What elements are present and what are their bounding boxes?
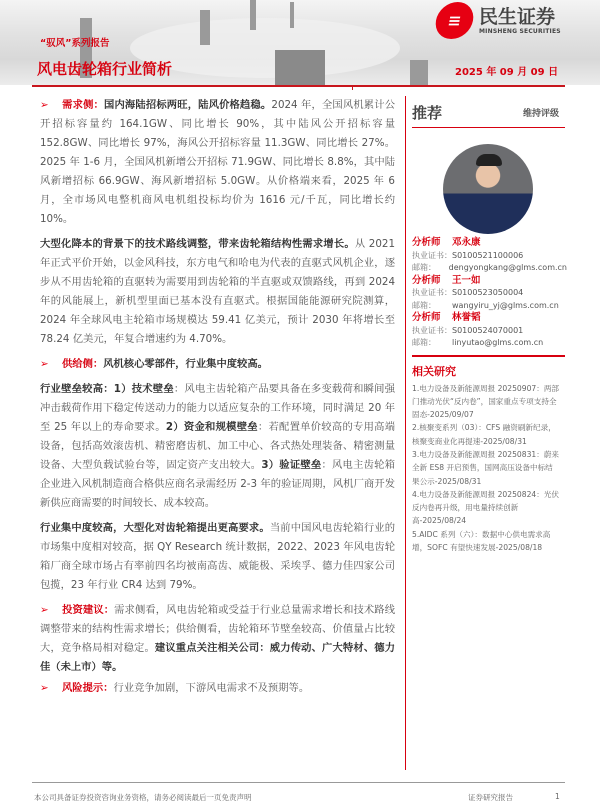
analyst-list	[412, 237, 567, 350]
email[interactable]: dengyongkang@glms.com.cn	[448, 263, 567, 272]
text: ：风电主齿轮箱企业进入风机制造商合格供应商名录需经历 2-3 年的验证周期，风机厂商开发新供应商需要的时间较长、成本较高。	[40, 459, 396, 509]
cert-label: 执业证书：	[412, 325, 452, 335]
email-label: 邮箱：	[412, 263, 436, 272]
bold-text: 2）资金和规模壁垒	[165, 421, 258, 433]
text: 需求侧看，风电齿轮箱或受益于行业总量需求增长和技术路线调整带来的结构性需求增长；供给侧看，齿轮箱环节壁垒较高、价值量占比较大，竞争格局相对稳定。	[40, 604, 395, 654]
arrow-icon: ➢	[40, 682, 49, 694]
bold-text: 国内海陆招标两旺，陆风价格趋稳。	[104, 99, 272, 111]
footer	[32, 782, 565, 802]
main-content	[40, 96, 395, 704]
analyst-name: 邓永康	[452, 237, 481, 248]
text: 2024 年，全国风机累计公开招标容量约 164.1GW、同比增长 90%，其中陆风公开招标容量 152.8GW、同比增长 97%，海风公开招标容量 11.3GW、同比增长 27%。2025 年 1-6 月，全国风机新增公开招标 71.9GW、同比增长 8.8%，其中陆风新增招标 66.9GW、海风新增招标 5.0GW。从价格端来看，2025 年 6 月，全市场风电整机商风电机组投标均价为 1616 元/千瓦，同比增长约 10%。	[40, 99, 396, 225]
related-item[interactable]: 5.AIDC 系列（六）：数据中心供电需求高增，SOFC 有望快速发展-2025/08/18	[412, 529, 551, 553]
sidebar	[412, 98, 567, 554]
email-label: 邮箱：	[412, 300, 436, 310]
bold-text: 建议重点关注相关公司：威力传动、广大特材、德力佳（未上市）等。	[40, 642, 396, 673]
email[interactable]: linyutao@glms.com.cn	[452, 338, 544, 347]
bold-text: 3）验证壁垒	[261, 459, 322, 471]
related-item[interactable]: 4.电力设备及新能源周报 20250824：光伏反内卷再升级，用电量持续创新高-2025/08/24	[412, 489, 560, 526]
role: 分析师	[412, 237, 441, 248]
analyst-photo	[443, 144, 533, 234]
demand-paragraph	[40, 96, 395, 229]
analyst-2	[412, 275, 567, 313]
rating-title: 推荐	[412, 104, 443, 122]
logo-icon: ≡	[433, 2, 477, 39]
analyst-name: 王一如	[452, 274, 481, 286]
logo-cn: 民生证券	[479, 6, 556, 28]
disclaimer: 本公司具备证券投资咨询业务资格，请务必阅读最后一页免责声明	[34, 793, 252, 802]
report-series: “驭风”系列报告	[40, 38, 110, 49]
logo-en: MINSHENG SECURITIES	[479, 28, 561, 35]
cert: S0100524070001	[452, 325, 524, 335]
company-logo	[436, 2, 561, 39]
arrow-icon: ➢	[40, 358, 49, 370]
text: 从 2021 年正式平价开始，以金风科技，东方电气和哈电为代表的直驱式风机企业，逐步从不用齿轮箱的直驱转为需要用到齿轮箱的半直驱或双馈路线，再到 2024 年的风能展上，新机型里面已基本没有直驱式。根据国能能源研究院测算，2024 年全球风电主轮箱市场规模达 59.41 亿美元，预计 2030 年将增长至 78.24 亿美元，年复合增速约为 4.70%。	[40, 238, 395, 345]
concentration-paragraph	[40, 519, 395, 595]
label: 风险提示：	[62, 682, 114, 694]
related-title: 相关研究	[412, 364, 456, 378]
cert-label: 执业证书：	[412, 288, 452, 297]
barrier-paragraph	[40, 380, 395, 513]
bold-text: 大型化降本的背景下的技术路线调整，带来齿轮箱结构性需求增长。	[40, 238, 355, 250]
related-item[interactable]: 3.电力设备及新能源周报 20250831：蔚来全新 ES8 开启预售，国网高压设备中标结果公示-2025/08/31	[412, 449, 560, 486]
cert: S0100523050004	[452, 288, 524, 297]
related-item[interactable]: 2.核聚变系列（03）：CFS 融资刷新纪录，核聚变商业化再提速-2025/08/31	[412, 423, 556, 446]
investment-paragraph	[40, 601, 395, 677]
cert-label: 执业证书：	[412, 250, 452, 260]
text: 行业竞争加剧，下游风电需求不及预期等。	[113, 682, 310, 694]
related-item[interactable]: 1.电力设备及新能源周报 20250907：两部门推动光伏“反内卷”，国家重点专项支持全固态-2025/09/07	[412, 383, 560, 420]
page-number: 1	[555, 792, 560, 801]
report-type: 证券研究报告	[468, 793, 513, 802]
sidebar-divider	[412, 355, 565, 357]
label: 供给侧：	[62, 358, 104, 370]
column-divider	[405, 96, 406, 770]
rating-value: 维持评级	[522, 109, 559, 119]
cert: S0100521100006	[452, 250, 524, 260]
analyst-1	[412, 237, 567, 275]
text: ：若配置单价较高的专用高端设备，包括高效滚齿机、精密磨齿机、加工中心、各式热处理装备、精密测量设备、大型负载试验台等，固定资产支出较大。	[40, 421, 396, 471]
label: 投资建议：	[62, 604, 115, 616]
role: 分析师	[412, 274, 441, 286]
bold-text: 行业集中度较高，大型化对齿轮箱提出更高要求。	[40, 522, 270, 534]
role: 分析师	[412, 312, 441, 323]
risk-paragraph	[40, 679, 395, 698]
text: 当前中国风电齿轮箱行业的市场集中度相对较高，据 QY Research 统计数据，2022、2023 年风电齿轮箱厂商全球市场占有率前四名均被南高齿、威能极、采埃孚、德力佳四家公司包揽，23 年行业 CR4 达到 79%。	[40, 522, 396, 591]
rating-box	[412, 98, 565, 128]
label: 需求侧：	[62, 99, 105, 111]
related-research	[412, 363, 567, 555]
analyst-3	[412, 312, 567, 350]
email[interactable]: wangyiru_yj@glms.com.cn	[452, 300, 559, 310]
arrow-icon: ➢	[40, 99, 49, 111]
bold-text: 风机核心零部件，行业集中度较高。	[103, 358, 268, 370]
tech-route-paragraph	[40, 235, 395, 349]
bold-text: 行业壁垒较高：1）技术壁垒	[40, 383, 174, 395]
email-label: 邮箱：	[412, 338, 436, 347]
report-date: 2025 年 09 月 09 日	[455, 67, 559, 78]
report-title: 风电齿轮箱行业简析	[37, 60, 173, 78]
text: ：风电主齿轮箱产品要具备在多变载荷和瞬间强冲击载荷作用下稳定传送动力的能力以适应复杂的工作环境，同时满足 20 年至 25 年以上的寿命要求。	[40, 383, 395, 433]
analyst-name: 林誉韬	[452, 312, 481, 323]
supply-heading	[40, 355, 395, 374]
header-divider	[32, 85, 565, 87]
arrow-icon: ➢	[40, 604, 49, 616]
